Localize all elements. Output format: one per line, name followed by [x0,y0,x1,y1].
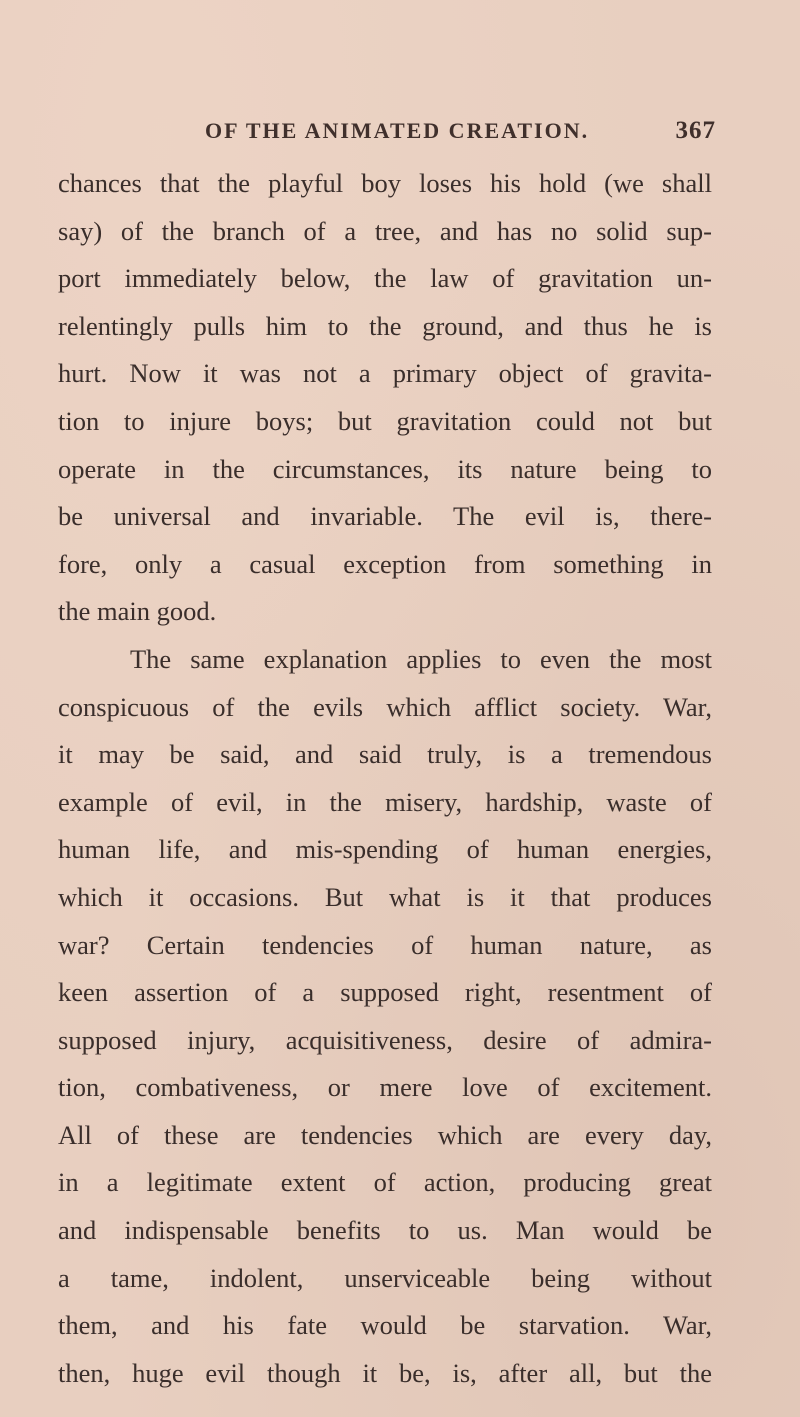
text-line: say) of the branch of a tree, and has no solid sup- [58,215,712,246]
page-number: 367 [675,117,716,144]
text-line: it may be said, and said truly, is a tremendous [58,739,712,770]
text-line: All of these are tendencies which are every day, [58,1119,712,1150]
text-line: chances that the playful boy loses his hold (we shall [58,168,712,198]
text-line: be universal and invariable. The evil is, there- [58,501,712,532]
text-line: them, and his fate would be starvation. War, [58,1310,712,1341]
text-line: conspicuous of the evils which afflict society. War, [58,691,712,722]
text-line: The same explanation applies to even the most [130,643,712,674]
text-line: supposed injury, acquisitiveness, desire of admira- [58,1024,712,1055]
text-line: hurt. Now it was not a primary object of gravita- [58,358,712,389]
text-line: in a legitimate extent of action, producing great [58,1167,712,1198]
text-line: then, huge evil though it be, is, after all, but the [58,1357,712,1388]
text-line: and indispensable benefits to us. Man would be [58,1215,712,1246]
text-line: example of evil, in the misery, hardship, waste of [58,786,712,817]
text-line: war? Certain tendencies of human nature, as [58,929,712,960]
text-line: human life, and mis-spending of human energies, [58,834,712,865]
text-line: operate in the circumstances, its nature being to [58,453,712,484]
running-title: OF THE ANIMATED CREATION. [205,118,590,143]
text-line: fore, only a casual exception from something in [58,548,712,579]
text-line: which it occasions. But what is it that produces [58,881,712,912]
text-line: tion, combativeness, or mere love of excitement. [58,1072,712,1103]
text-line: port immediately below, the law of gravitation un- [58,263,712,294]
text-line: tion to injure boys; but gravitation could not but [58,405,712,436]
running-head [205,117,716,147]
text-line: relentingly pulls him to the ground, and thus he is [58,310,712,341]
text-line: the main good. [58,596,217,627]
text-line: keen assertion of a supposed right, resentment of [58,977,712,1008]
text-line: a tame, indolent, unserviceable being without [58,1262,712,1293]
body-text [58,160,712,1397]
